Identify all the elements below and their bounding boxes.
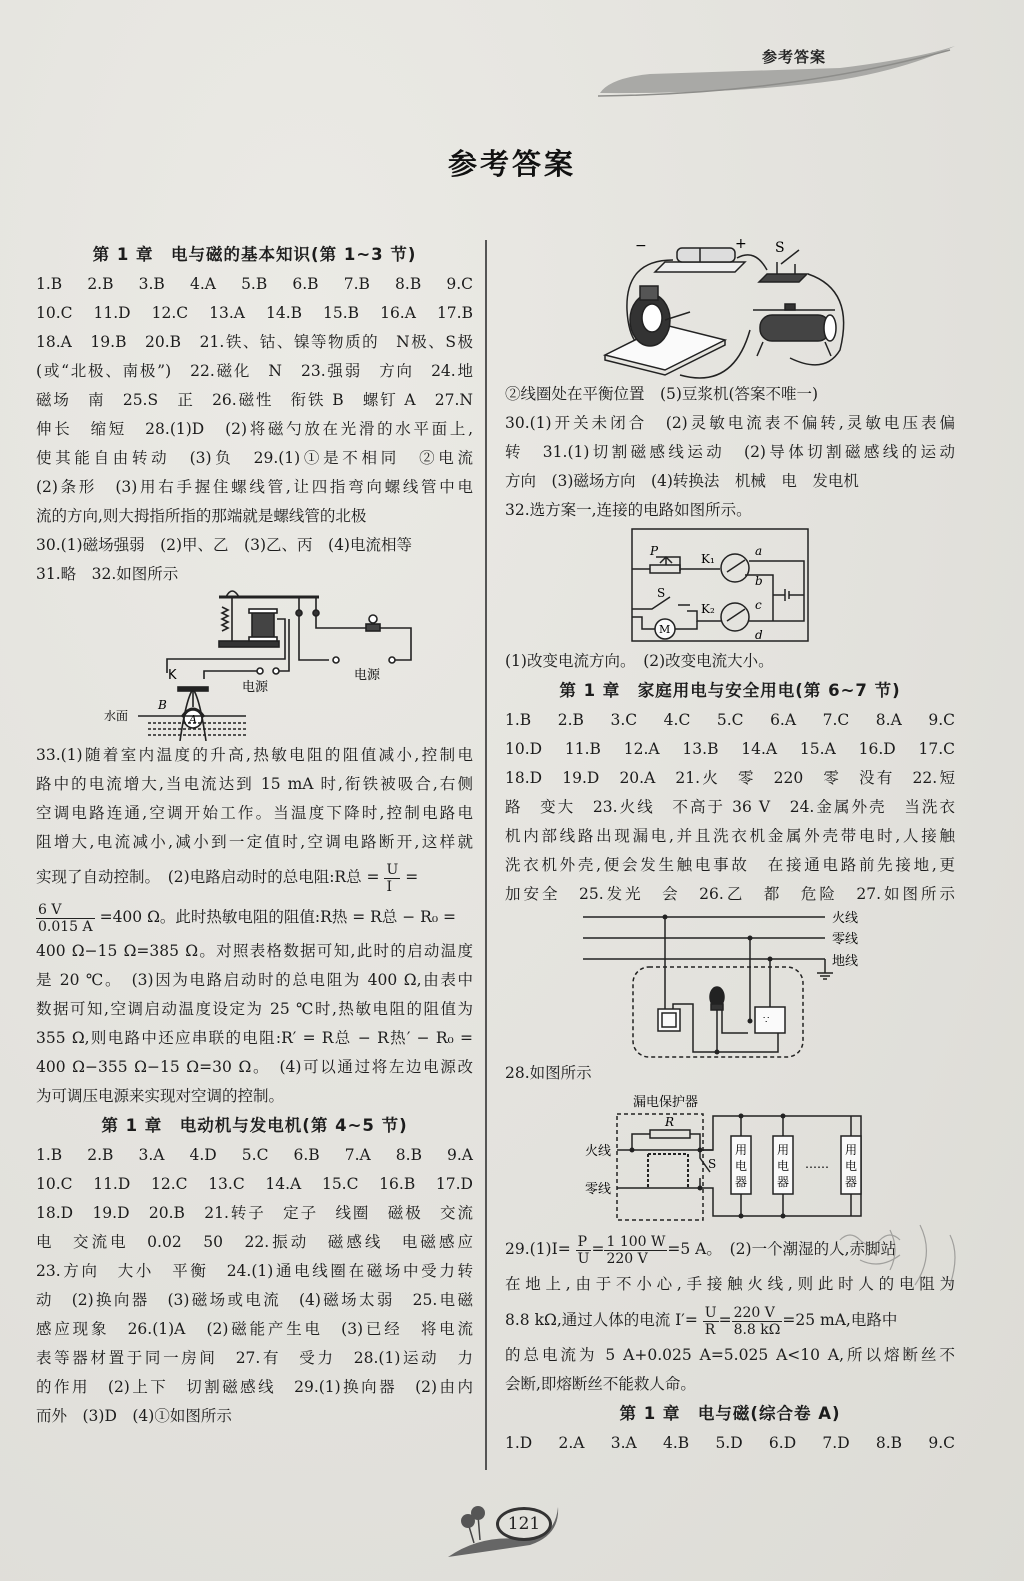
answer-line: 流的方向,则大拇指所指的那端就是螺线管的北极 [36, 507, 367, 525]
label-switch-s: S [775, 240, 785, 256]
label-neutral-wire: 零线 [585, 1182, 612, 1197]
answer-line: 23.方向 大小 平衡 24.(1)通电线圈在磁场中受力转 [36, 1262, 473, 1280]
reversing-circuit-figure [505, 525, 955, 647]
answer-line: 阻增大,电流减小,减小到一定值时,空调电路断开,这样就 [36, 833, 473, 851]
reversing-circuit-diagram [505, 525, 955, 647]
fraction: $\frac{220 V}{8.8 k\Omega}$ [733, 1304, 781, 1338]
label-k2: K₂ [701, 602, 715, 616]
page-number-badge [440, 1495, 580, 1565]
label-live-wire: 火线 [585, 1144, 612, 1159]
label-s: S [657, 586, 666, 600]
socket-icon: ∵ [763, 1015, 770, 1026]
leakage-protector-diagram [505, 1088, 955, 1228]
answer-line: 1.B 2.B 3.B 4.A 5.B 6.B 7.B 8.B 9.C [36, 275, 473, 293]
label-a: a [755, 544, 763, 558]
answer-line: 28.如图所示 [505, 1064, 592, 1082]
answer-line: 磁场 南 25.S 正 26.磁性 衔铁 B 螺钉 A 27.N [36, 391, 473, 409]
answer-line: 是 20 ℃。 (3)因为电路启动时的总电阻为 400 Ω,由表中 [36, 971, 473, 989]
answer-line: 表等器材置于同一房间 27.有 受力 28.(1)运动 力 [36, 1349, 473, 1367]
answer-line: (或“北极、南极”) 22.磁化 N 23.强弱 方向 24.地 [36, 362, 473, 380]
label-leakage-protector: 漏电保护器 [633, 1095, 699, 1110]
answer-line: 数据可知,空调启动温度设定为 25 ℃时,热敏电阻的阻值为 [36, 1000, 473, 1018]
answer-line: 18.A 19.B 20.B 21.铁、钴、镍等物质的 N极、S极 [36, 333, 473, 351]
section-title-comprehensive-a: 第 1 章 电与磁(综合卷 A) [619, 1404, 841, 1423]
answer-line: 10.D 11.B 12.A 13.B 14.A 15.A 16.D 17.C [505, 740, 955, 758]
svg-text:器: 器 [777, 1175, 790, 1189]
label-ground-wire: 地线 [832, 954, 859, 969]
answer-line: 为可调压电源来实现对空调的控制。 [36, 1087, 285, 1105]
fraction: $\frac{U}{R}$ [704, 1304, 717, 1338]
label-negative: − [635, 238, 647, 254]
appliance-n: 用 [845, 1143, 858, 1157]
svg-text:电: 电 [845, 1159, 858, 1173]
motor-experiment-figure [505, 230, 955, 380]
answer-line: 机内部线路出现漏电,并且洗衣机金属外壳带电时,人接触 [505, 827, 955, 845]
answer-line: (2)条形 (3)用右手握住螺线管,让四指弯向螺线管中电 [36, 478, 473, 496]
appliance-2: 用 [777, 1143, 790, 1157]
label-ellipsis: …… [805, 1157, 829, 1171]
fraction: $\frac{P}{U}$ [577, 1233, 590, 1267]
answer-line: 路 变大 23.火线 不高于 36 V 24.金属外壳 当洗衣 [505, 798, 955, 816]
answer-line: 32.选方案一,连接的电路如图所示。 [505, 501, 752, 519]
answer-line: 感应现象 26.(1)A (2)磁能产生电 (3)已经 将电流 [36, 1320, 473, 1338]
fraction: $\frac{1 100 W}{220 V}$ [606, 1233, 666, 1267]
svg-text:电: 电 [735, 1159, 748, 1173]
section-title-household-electricity: 第 1 章 家庭用电与安全用电(第 6~7 节) [559, 681, 901, 700]
answer-line: 洗衣机外壳,便会发生触电事故 在接通电路前先接地,更 [505, 856, 955, 874]
answer-line: 在地上,由于不小心,手接触火线,则此时人的电阻为 [505, 1275, 955, 1293]
answer-line: ②线圈处在平衡位置 (5)豆浆机(答案不唯一) [505, 385, 819, 403]
answer-line: 33.(1)随着室内温度的升高,热敏电阻的阻值减小,控制电 [36, 746, 473, 764]
answer-line: 18.D 19.D 20.B 21.转子 定子 线圈 磁极 交流 [36, 1204, 473, 1222]
formula-text: 实现了自动控制。 (2)电路启动时的总电阻:R总 = [36, 868, 380, 886]
answer-line: 30.(1)磁场强弱 (2)甲、乙 (3)乙、丙 (4)电流相等 [36, 536, 412, 554]
formula-line: $\frac{6 V}{0.015 A}$ =400 Ω。此时热敏电阻的阻值:R热 = R总 − R₀ = [38, 901, 456, 935]
motor-circuit-diagram [505, 230, 955, 380]
household-wiring-diagram [505, 909, 955, 1059]
household-wiring-figure [505, 909, 955, 1059]
answer-line: 电 交流电 0.02 50 22.振动 磁感线 电磁感应 [36, 1233, 473, 1251]
left-column [36, 240, 473, 1431]
answer-line: 18.D 19.D 20.A 21.火 零 220 零 没有 22.短 [505, 769, 955, 787]
label-neutral-wire: 零线 [832, 932, 859, 947]
label-k: K [168, 668, 177, 683]
label-power-right: 电源 [354, 668, 381, 683]
answer-line: 加安全 25.发光 会 26.乙 都 危险 27.如图所示 [505, 885, 955, 903]
answer-line: 路中的电流增大,当电流达到 15 mA 时,衔铁被吸合,右侧 [36, 775, 473, 793]
appliance-1: 用 [735, 1143, 748, 1157]
answer-line: 伸长 缩短 28.(1)D (2)将磁勺放在光滑的水平面上, [36, 420, 473, 438]
formula-line: 8.8 kΩ,通过人体的电流 I′= $\frac{U}{R}$ = $\frac{220 V}{8.8 k\Omega}$ =25 mA,电路中 [505, 1304, 898, 1338]
label-a: A [189, 713, 197, 726]
label-water-surface: 水面 [104, 709, 129, 723]
answer-line: 10.C 11.D 12.C 13.A 14.B 15.B 16.A 17.B [36, 304, 473, 322]
answer-line: 355 Ω,则电路中还应串联的电阻:R′ = R总 − R热′ − R₀ = [36, 1029, 473, 1047]
answer-line: (1)改变电流方向。 (2)改变电流大小。 [505, 652, 774, 670]
answer-line: 31.略 32.如图所示 [36, 565, 179, 583]
handwritten-scribble-decoration [830, 1220, 980, 1310]
label-c: c [755, 598, 762, 612]
label-live-wire: 火线 [832, 911, 859, 926]
label-b: B [158, 698, 167, 712]
relay-circuit-diagram [36, 589, 473, 741]
answer-line: 的总电流为 5 A+0.025 A=5.025 A<10 A,所以熔断丝不 [505, 1346, 955, 1364]
answer-line: 空调电路连通,空调开始工作。当温度下降时,控制电路电 [36, 804, 473, 822]
section-title-motor-generator: 第 1 章 电动机与发电机(第 4~5 节) [101, 1116, 408, 1135]
answer-line: 1.B 2.B 3.A 4.D 5.C 6.B 7.A 8.B 9.A [36, 1146, 473, 1164]
svg-text:器: 器 [735, 1175, 748, 1189]
answer-line: 400 Ω−355 Ω−15 Ω=30 Ω。 (4)可以通过将左边电源改 [36, 1058, 473, 1076]
answer-line: 会断,即熔断丝不能救人命。 [505, 1375, 696, 1393]
answer-line: 使其能自由转动 (3)负 29.(1)①是不相同 ②电流 [36, 449, 473, 467]
answer-line: 400 Ω−15 Ω=385 Ω。对照表格数据可知,此时的启动温度 [36, 942, 473, 960]
label-motor-m: M [659, 623, 671, 636]
svg-text:器: 器 [845, 1175, 858, 1189]
answer-line: 而外 (3)D (4)①如图所示 [36, 1407, 232, 1425]
page-title: 参考答案 [447, 147, 576, 181]
label-b: b [755, 574, 763, 588]
label-d: d [755, 628, 763, 642]
formula-line: 29.(1)I= $\frac{P}{U}$ = $\frac{1 100 W}{220 V}$ =5 A。 (2)一个潮湿的人,赤脚站 [505, 1233, 896, 1267]
answer-line: 1.B 2.B 3.C 4.C 5.C 6.A 7.C 8.A 9.C [505, 711, 955, 729]
answer-line: 动 (2)换向器 (3)磁场或电流 (4)磁场太弱 25.电磁 [36, 1291, 473, 1309]
section-title-basics: 第 1 章 电与磁的基本知识(第 1~3 节) [92, 245, 417, 264]
label-k1: K₁ [701, 552, 715, 566]
label-s: S [708, 1157, 717, 1171]
answer-line: 1.D 2.A 3.A 4.B 5.D 6.D 7.D 8.B 9.C [505, 1434, 955, 1452]
column-divider [485, 240, 487, 1470]
label-r: R [665, 1115, 675, 1129]
fraction: $\frac{U}{I}$ [386, 861, 399, 895]
page-number: 121 [496, 1507, 552, 1541]
formula-line: 实现了自动控制。 (2)电路启动时的总电阻:R总 = $\frac{U}{I}$ = [36, 861, 419, 895]
label-positive: + [735, 236, 747, 252]
leakage-protector-figure [505, 1088, 955, 1228]
answer-line: 转 31.(1)切割磁感线运动 (2)导体切割磁感线的运动 [505, 443, 955, 461]
answer-line: 30.(1)开关未闭合 (2)灵敏电流表不偏转,灵敏电压表偏 [505, 414, 955, 432]
svg-text:电: 电 [777, 1159, 790, 1173]
answer-line: 方向 (3)磁场方向 (4)转换法 机械 电 发电机 [505, 472, 859, 490]
label-power-left: 电源 [242, 680, 269, 695]
fraction: $\frac{6 V}{0.015 A}$ [38, 901, 93, 935]
answer-line: 的作用 (2)上下 切割磁感线 29.(1)换向器 (2)由内 [36, 1378, 473, 1396]
answer-line: 10.C 11.D 12.C 13.C 14.A 15.C 16.B 17.D [36, 1175, 473, 1193]
relay-water-level-figure [36, 589, 473, 741]
label-p: P [650, 544, 659, 558]
running-header-title: 参考答案 [762, 48, 827, 66]
